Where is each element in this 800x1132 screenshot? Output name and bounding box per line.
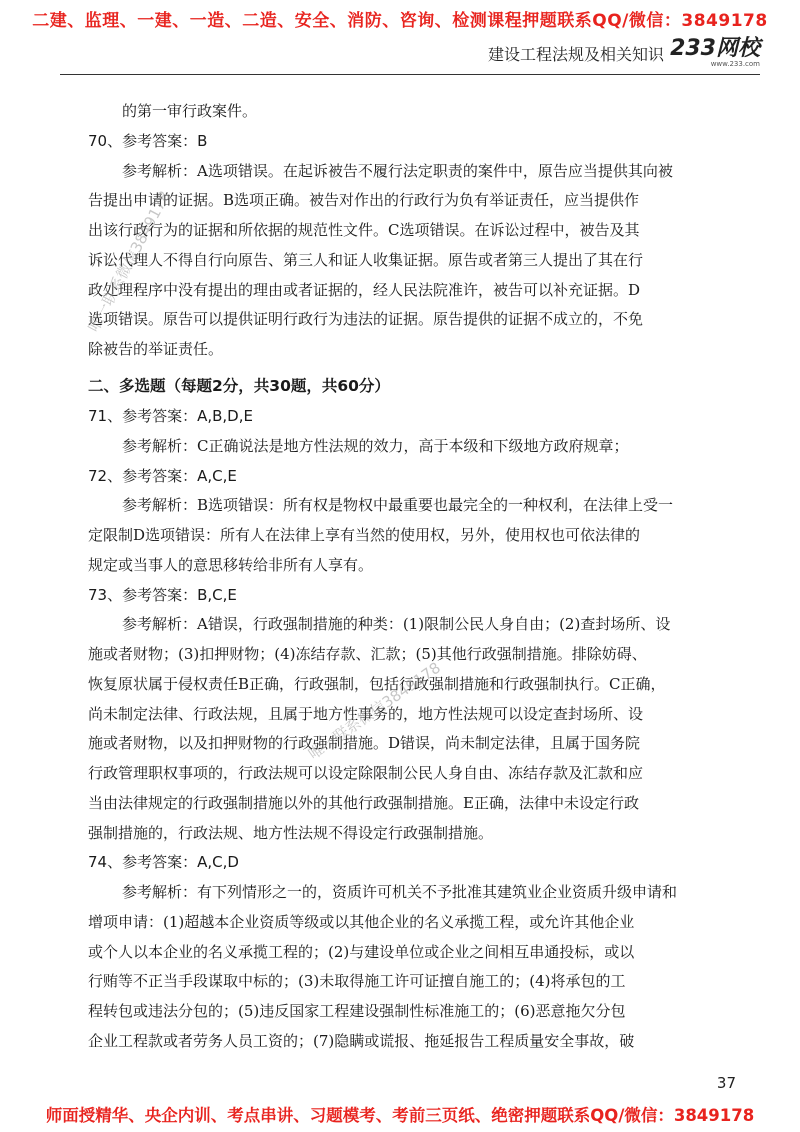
brand-logo xyxy=(670,38,760,68)
text-line: 告提出申请的证据。B选项正确。被告对作出的行政行为负有举证责任，应当提供作 xyxy=(88,191,640,210)
answer-line: 74、参考答案：A,C,D xyxy=(88,853,239,872)
text-line: 企业工程款或者劳务人员工资的；(7)隐瞒或谎报、拖延报告工程质量安全事故，破 xyxy=(88,1032,635,1050)
text-line: 或个人以本企业的名义承揽工程的；(2)与建设单位或企业之间相互串通投标，或以 xyxy=(88,942,635,961)
text-line: 定限制D选项错误：所有人在法律上享有当然的使用权，另外，使用权也可依法律的 xyxy=(88,526,641,545)
logo-text: 233网校 xyxy=(670,36,760,61)
text-line: 政处理程序中没有提出的理由或者证据的，经人民法院准许，被告可以补充证据。D xyxy=(88,280,641,299)
top-contact-banner: 二建、监理、一建、一造、二造、安全、消防、咨询、检测课程押题联系QQ/微信：3849178 xyxy=(32,11,768,31)
page-content xyxy=(0,96,800,1056)
text-line: 施或者财物；(3)扣押财物；(4)冻结存款、汇款；(5)其他行政强制措施。排除妨碍、 xyxy=(88,645,647,664)
text-line: 恢复原状属于侵权责任B正确，行政强制，包括行政强制措施和行政强制执行。C正确， xyxy=(88,674,666,693)
explanation-line: 参考解析：有下列情形之一的，资质许可机关不予批准其建筑业企业资质升级申请和 xyxy=(122,883,678,902)
text-line: 除被告的举证责任。 xyxy=(88,340,224,359)
answer-line: 71、参考答案：A,B,D,E xyxy=(88,407,253,426)
text-line: 强制措施的，行政法规、地方性法规不得设定行政强制措施。 xyxy=(88,823,494,842)
bottom-contact-banner: 师面授精华、央企内训、考点串讲、习题模考、考前三页纸、绝密押题联系QQ/微信：3849178 xyxy=(45,1106,755,1125)
text-line: 当由法律规定的行政强制措施以外的其他行政强制措施。E正确，法律中未设定行政 xyxy=(88,793,639,812)
text-line: 诉讼代理人不得自行向原告、第三人和证人收集证据。原告或者第三人提出了其在行 xyxy=(88,250,644,269)
explanation-line: 参考解析：B选项错误：所有权是物权中最重要也最完全的一种权利，在法律上受一 xyxy=(122,496,674,515)
logo-subtext: www.233.com xyxy=(710,60,760,68)
header-divider xyxy=(60,74,760,75)
section-heading: 二、多选题（每题2分，共30题，共60分） xyxy=(88,377,390,396)
watermark: 唯一联系微信3849178 xyxy=(84,188,175,335)
text-line: 行贿等不正当手段谋取中标的；(3)未取得施工许可证擅自施工的；(4)将承包的工 xyxy=(88,972,626,991)
page-number: 37 xyxy=(716,1074,736,1092)
answer-line: 73、参考答案：B,C,E xyxy=(88,585,237,604)
explanation-line: 参考解析：A错误，行政强制措施的种类：(1)限制公民人身自由；(2)查封场所、设 xyxy=(122,615,671,634)
text-line: 程转包或违法分包的；(5)违反国家工程建设强制性标准施工的；(6)恶意拖欠分包 xyxy=(88,1002,626,1021)
watermark: 唯一联系微信3849178 xyxy=(305,658,444,764)
explanation-line: 参考解析：A选项错误。在起诉被告不履行法定职责的案件中，原告应当提供其向被 xyxy=(122,161,673,180)
document-title: 建设工程法规及相关知识 xyxy=(488,44,665,64)
text-line: 行政管理职权事项的，行政法规可以设定除限制公民人身自由、冻结存款及汇款和应 xyxy=(88,764,644,783)
text-line: 增项申请：(1)超越本企业资质等级或以其他企业的名义承揽工程，或允许其他企业 xyxy=(88,912,635,931)
explanation-line: 参考解析：C正确说法是地方性法规的效力，高于本级和下级地方政府规章； xyxy=(122,436,629,455)
text-line: 施或者财物，以及扣押财物的行政强制措施。D错误，尚未制定法律，且属于国务院 xyxy=(88,734,641,753)
text-line: 选项错误。原告可以提供证明行政行为违法的证据。原告提供的证据不成立的，不免 xyxy=(88,310,644,329)
document-header xyxy=(420,38,760,68)
text-line: 尚未制定法律、行政法规，且属于地方性事务的，地方性法规可以设定查封场所、设 xyxy=(88,704,644,723)
answer-line: 70、参考答案：B xyxy=(88,131,208,150)
text-line: 的第一审行政案件。 xyxy=(122,102,258,120)
text-line: 出该行政行为的证据和所依据的规范性文件。C选项错误。在诉讼过程中，被告及其 xyxy=(88,221,640,240)
text-line: 规定或当事人的意思移转给非所有人享有。 xyxy=(88,555,374,574)
answer-line: 72、参考答案：A,C,E xyxy=(88,466,237,485)
